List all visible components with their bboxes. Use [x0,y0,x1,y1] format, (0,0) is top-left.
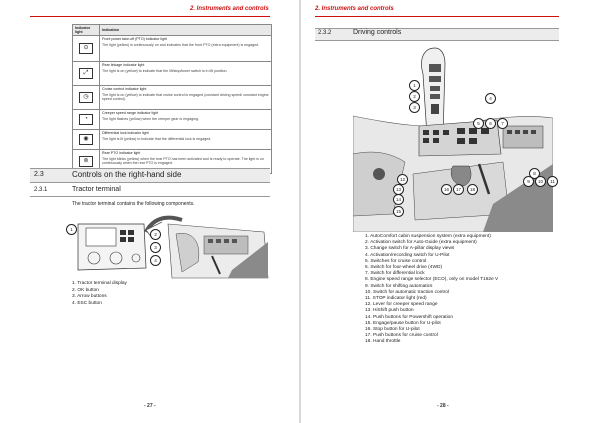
callout-11: 11 [547,176,558,187]
left-page [0,0,299,423]
row-title: Creeper speed range indicator light [102,111,159,115]
right-header-rule [315,16,559,17]
callout-14: 14 [393,194,404,205]
list-item: 3. Arrow buttons [72,294,107,300]
row-title: Front power take-off (PTO) indicator light [102,37,167,41]
callout-10: 10 [535,176,546,187]
callout-1: 1 [66,224,77,235]
section-number: 2.3 [34,171,44,178]
callout-17: 17 [453,184,464,195]
callout-2: 2 [409,91,420,102]
list-item: 4. ESC button [72,300,102,306]
list-item: 17. Push buttons for cruise control [365,333,438,339]
row-text: The light flashes (yellow) when the creeper gear is engaging. [102,116,199,121]
list-item: 12. Lever for creeper speed range [365,302,438,308]
callout-8: 8 [529,168,540,179]
list-item: 6. Switch for four-wheel drive (4WD) [365,265,443,271]
callout-16: 16 [441,184,452,195]
cruise-control-icon: ◷ [79,92,93,103]
tractor-terminal-figure [72,212,272,280]
row-title: Rear PTO indicator light [102,151,141,155]
list-item: 2. OK button [72,287,99,293]
row-title: Rear linkage indicator light [102,63,145,67]
table-header-indication: Indication [100,25,272,36]
list-item: 15. Engage/pause button for U-pilot [365,320,441,326]
subsection-title: Driving controls [353,29,402,36]
page-number-left: - 27 - [144,403,156,409]
callout-4: 4 [150,255,161,266]
list-item: 8. Engine speed range selector (ECO), only on model T162e V [365,277,499,283]
row-text: The light (yellow) is continuously on and indicates that the front PTO (extra equipment) is engaged. [102,42,260,47]
list-item: 3. Change switch for A-pillar display views [365,246,455,252]
callout-5: 5 [473,118,484,129]
pto-rear-icon: ⊚ [79,156,93,167]
callout-3: 3 [409,102,420,113]
pto-front-icon: ⊙ [79,43,93,54]
callout-15: 15 [393,206,404,217]
rear-linkage-icon: ⤢ [79,68,93,79]
section-title: Controls on the right-hand side [72,170,182,179]
table-row [73,110,272,130]
component-list [72,281,127,307]
list-item: 4. Activation/recording switch for U-Pilot [365,252,450,258]
callout-1: 1 [409,80,420,91]
list-item: 16. Stop button for U-pilot [365,327,420,333]
subsection-number: 2.3.2 [318,30,332,36]
subsection-title: Tractor terminal [72,186,121,193]
list-item: 9. Switch for shifting automatics [365,283,433,289]
row-text: The light is on (yellow) to indicate that cruise control is engaged (constant driving speed/ constant engine speed control). [102,92,269,101]
table-row [73,130,272,150]
list-item: 13. HiShift push button [365,308,414,314]
left-page-header: 2. Instruments and controls [190,6,269,12]
list-item: 18. Hand throttle [365,339,401,345]
creeper-speed-icon: ◔ [79,114,93,125]
row-text: The light blinks (yellow) when the rear PTO has been activated and is ready to operate. The light is on continuously when the rear PTO is engaged. [102,156,264,165]
table-header-indicator: Indicator light [73,25,100,36]
row-text: The light is lit (yellow) to indicate that the differential lock is engaged. [102,136,212,141]
callout-9: 9 [523,176,534,187]
page-number-right: - 28 - [437,403,449,409]
intro-paragraph: The tractor terminal contains the following components. [72,201,195,207]
subsection-number: 2.3.1 [34,187,48,193]
list-item: 14. Push buttons for Powershift operation [365,314,453,320]
subsection-heading-band [315,28,559,41]
driving-controls-figure [353,44,553,232]
table-row [73,86,272,110]
row-title: Differential lock indicator light [102,131,149,135]
callout-7: 7 [497,118,508,129]
list-item: 1. Tractor terminal display [72,281,127,286]
callout-18: 18 [467,184,478,195]
subsection-rule [30,196,270,197]
callout-6: 6 [485,118,496,129]
list-item: 1. AutoComfort cabin suspension system (extra equipment) [365,234,491,239]
row-title: Cruise control indicator light [102,87,147,91]
row-text: The light is on (yellow) to indicate that the lift/stop/lower switch is in lift position. [102,68,228,73]
callout-4: 4 [485,93,496,104]
table-row [73,36,272,62]
list-item: 5. Switches for cruise control [365,258,427,264]
list-item: 10. Switch for automatic traction control [365,289,449,295]
left-header-rule [30,16,270,17]
right-page-header: 2. Instruments and controls [315,6,394,12]
list-item: 2. Activation switch for Auto-Guide (extra equipment) [365,240,477,246]
callout-13: 13 [393,184,404,195]
differential-lock-icon: ◉ [79,134,93,145]
callout-2: 2 [150,229,161,240]
indicator-light-table [72,24,272,174]
list-item: 11. STOP indicator light (red) [365,296,427,302]
right-page [301,0,600,423]
callout-12: 12 [397,174,408,185]
driving-controls-list [365,234,498,346]
table-row [73,62,272,86]
callout-3: 3 [150,242,161,253]
list-item: 7. Switch for differential lock [365,271,425,277]
